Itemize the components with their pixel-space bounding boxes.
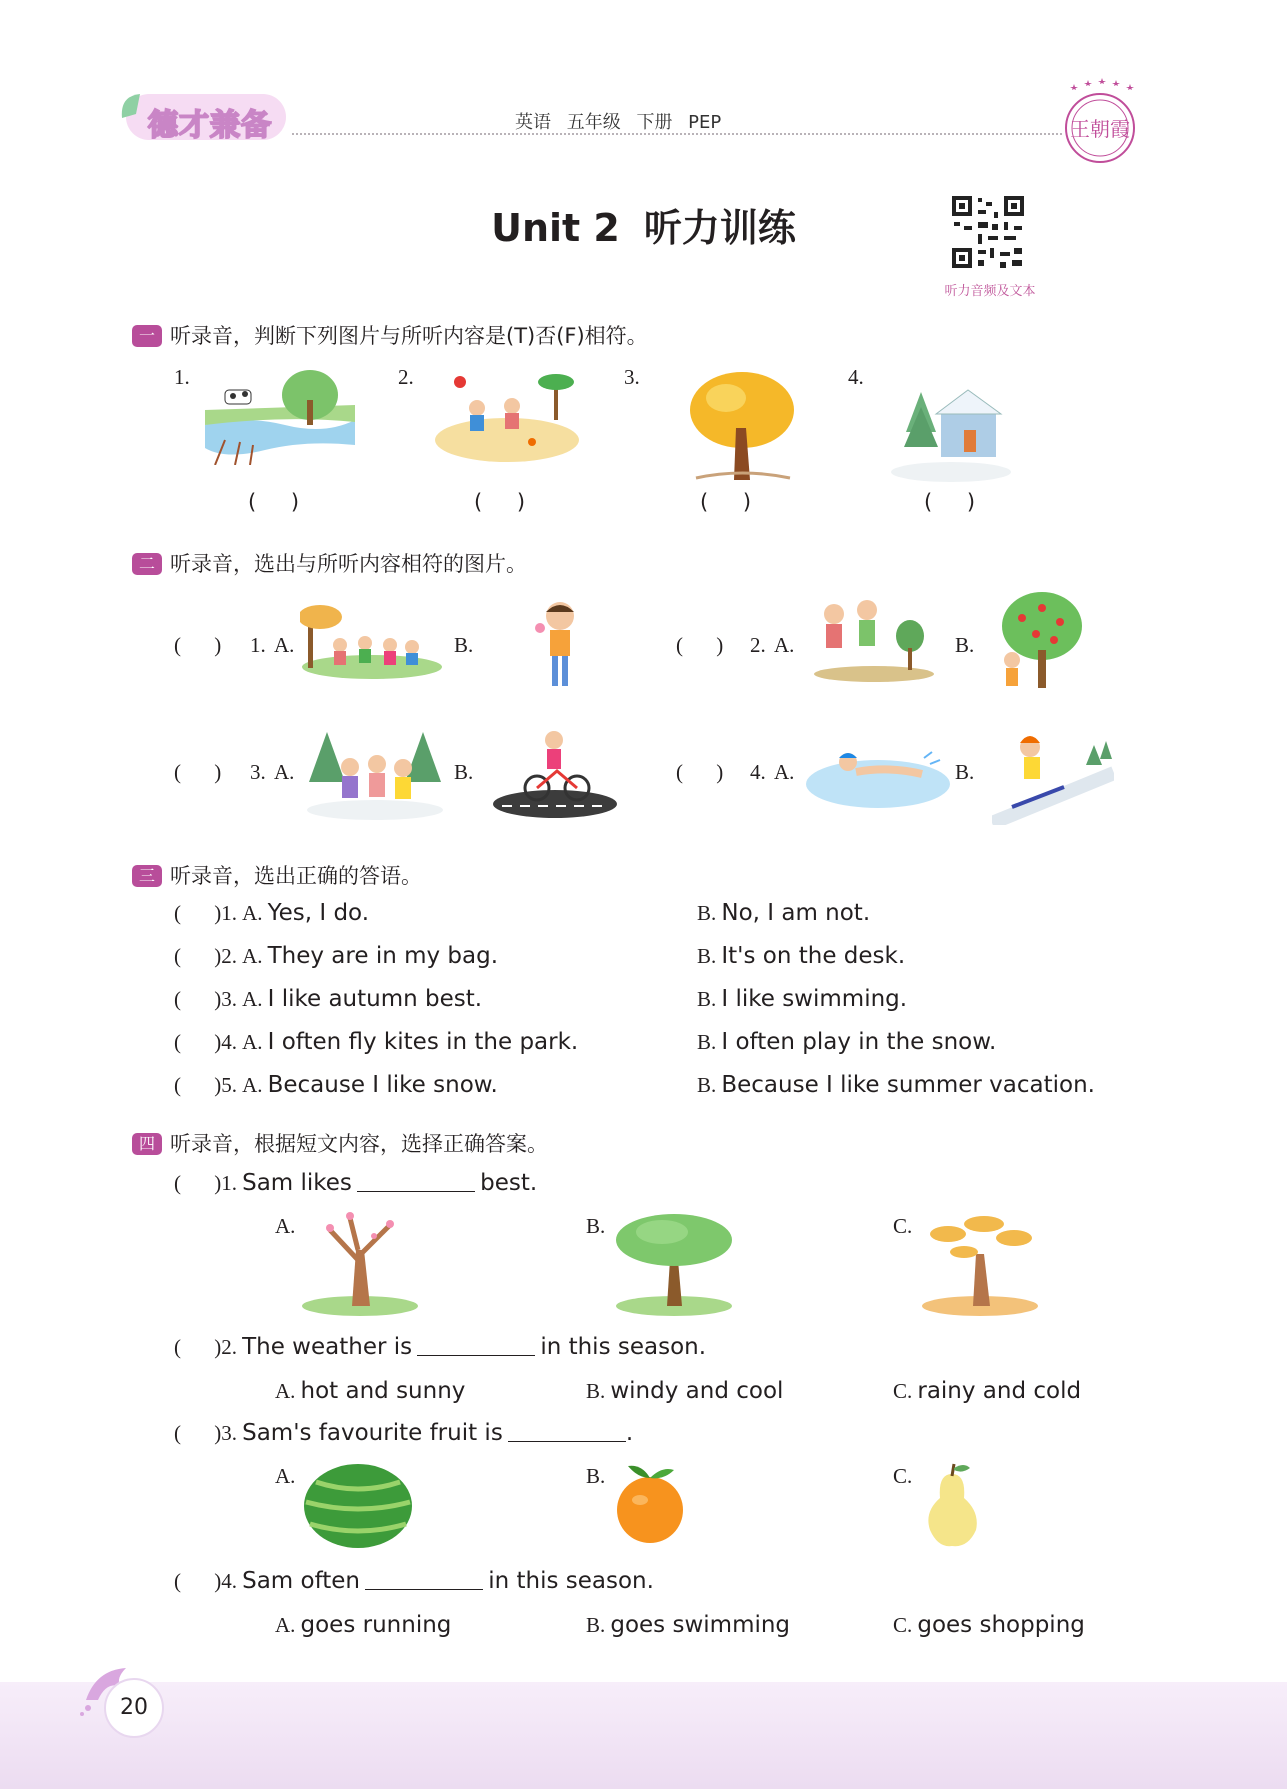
s4-q4-pre: Sam often — [242, 1568, 361, 1594]
skiing-picture — [992, 725, 1114, 825]
s3-q1-a-label: A. — [242, 901, 263, 925]
section-2-badge: 二 — [132, 553, 162, 575]
s3-q4-b-text: I often play in the snow. — [721, 1029, 997, 1055]
s4-q1-post: best. — [480, 1170, 538, 1196]
s4-q2-option-c — [893, 1378, 1081, 1404]
autumn-sparse-tree-picture — [918, 1210, 1040, 1316]
section-3-instruction: 听录音，选出正确的答语。 — [170, 864, 422, 888]
section-4-badge: 四 — [132, 1133, 162, 1155]
s4-q1-num: 1. — [221, 1171, 237, 1195]
s2-item-2-a-label: A. — [774, 633, 795, 657]
s3-q5-a-label: A. — [242, 1073, 263, 1097]
s4-q4-option-a — [275, 1612, 451, 1638]
section-3-header — [132, 860, 422, 890]
s3-question-4 — [174, 1029, 578, 1055]
s4-q4-blank[interactable] — [365, 1569, 483, 1590]
s4-question-3 — [174, 1420, 633, 1446]
s3-q5-b-text: Because I like summer vacation. — [721, 1072, 1095, 1098]
qr-code-icon[interactable] — [948, 192, 1028, 272]
s2-item-1-a-label: A. — [274, 633, 295, 657]
qr-caption: 听力音频及文本 — [944, 284, 1036, 299]
s4-q3-post: . — [625, 1420, 634, 1446]
s4-q2-option-a — [275, 1378, 465, 1404]
pear-picture — [918, 1462, 986, 1548]
summer-tree-picture — [612, 1212, 736, 1316]
s4-q4-num: 4. — [221, 1569, 237, 1593]
section-3-badge: 三 — [132, 865, 162, 887]
s4-q2-a-text: hot and sunny — [300, 1378, 466, 1404]
footer-band — [0, 1682, 1287, 1789]
s4-q2-option-b — [586, 1378, 783, 1404]
s2-item-2-answer-parens[interactable]: ( ) — [676, 633, 724, 657]
s4-q2-b-label: B. — [586, 1379, 606, 1403]
s4-q2-b-text: windy and cool — [610, 1378, 784, 1404]
s2-item-2-b-label: B. — [955, 633, 975, 657]
s3-q3-a-text: I like autumn best. — [267, 986, 483, 1012]
spring-tree-picture — [300, 1210, 420, 1316]
s1-item-2-num: 2. — [398, 365, 414, 389]
s4-q1-pre: Sam likes — [242, 1170, 352, 1196]
s4-q4-option-b — [586, 1612, 790, 1638]
s3-q3-b-text: I like swimming. — [721, 986, 908, 1012]
section-2-instruction: 听录音，选出与所听内容相符的图片。 — [170, 552, 527, 576]
s1-item-1-num: 1. — [174, 365, 190, 389]
s4-q4-a-text: goes running — [300, 1612, 452, 1638]
s4-q1-blank[interactable] — [357, 1171, 475, 1192]
title-name: 听力训练 — [643, 206, 796, 250]
s1-item-3-num: 3. — [624, 365, 640, 389]
s2-item-4-num: 4. — [750, 760, 766, 784]
s4-q3-blank[interactable] — [508, 1421, 626, 1442]
section-4-header — [132, 1128, 548, 1158]
s4-q2-answer-parens[interactable]: ( ) — [174, 1335, 222, 1359]
s3-question-2 — [174, 943, 498, 969]
s3-q4-option-b — [697, 1029, 996, 1055]
s1-item-3-answer-parens[interactable]: ( ) — [700, 490, 752, 514]
snowy-house-picture — [886, 372, 1016, 482]
s3-q3-a-label: A. — [242, 987, 263, 1011]
s3-q1-b-label: B. — [697, 901, 717, 925]
s4-q2-pre: The weather is — [242, 1334, 413, 1360]
section-1-header — [132, 320, 648, 350]
s3-question-5 — [174, 1072, 498, 1098]
s4-q3-b-label: B. — [586, 1464, 606, 1488]
s3-q2-a-label: A. — [242, 944, 263, 968]
s3-question-3 — [174, 986, 482, 1012]
autumn-tree-picture — [686, 368, 798, 483]
s4-q2-c-label: C. — [893, 1379, 913, 1403]
seal-text: 王朝霞 — [1070, 117, 1130, 141]
s1-item-1-answer-parens[interactable]: ( ) — [248, 490, 300, 514]
s3-q4-a-text: I often fly kites in the park. — [267, 1029, 579, 1055]
s2-item-2-num: 2. — [750, 633, 766, 657]
s4-q3-pre: Sam's favourite fruit is — [242, 1420, 503, 1446]
girl-riding-bike-picture — [492, 726, 618, 818]
s3-q1-num: 1. — [221, 901, 237, 925]
s4-q4-a-label: A. — [275, 1613, 296, 1637]
planting-trees-picture — [812, 596, 937, 684]
s3-q5-option-b — [697, 1072, 1095, 1098]
s1-item-4-num: 4. — [848, 365, 864, 389]
s1-item-2-answer-parens[interactable]: ( ) — [474, 490, 526, 514]
swimming-picture — [804, 738, 952, 810]
s4-q3-answer-parens[interactable]: ( ) — [174, 1421, 222, 1445]
s4-question-2 — [174, 1334, 706, 1360]
s3-q4-a-label: A. — [242, 1030, 263, 1054]
s4-q4-answer-parens[interactable]: ( ) — [174, 1569, 222, 1593]
s3-q5-b-label: B. — [697, 1073, 717, 1097]
section-1-badge: 一 — [132, 325, 162, 347]
s4-q2-c-text: rainy and cold — [917, 1378, 1082, 1404]
s4-q4-b-label: B. — [586, 1613, 606, 1637]
s3-q3-option-b — [697, 986, 907, 1012]
teacher-seal-icon — [1062, 78, 1138, 170]
s4-q2-post: in this season. — [540, 1334, 707, 1360]
s3-q5-num: 5. — [221, 1073, 237, 1097]
s4-q4-option-c — [893, 1612, 1085, 1638]
section-4-instruction: 听录音，根据短文内容，选择正确答案。 — [170, 1132, 548, 1156]
s4-q1-a-label: A. — [275, 1214, 296, 1238]
unit-label: Unit 2 — [491, 206, 620, 250]
book-info: 英语 五年级 下册 PEP — [515, 112, 722, 133]
kids-beach-picture — [432, 370, 582, 465]
s2-item-3-num: 3. — [250, 760, 266, 784]
s2-item-3-answer-parens[interactable]: ( ) — [174, 760, 222, 784]
s4-q3-c-label: C. — [893, 1464, 913, 1488]
s4-q3-num: 3. — [221, 1421, 237, 1445]
s3-q4-b-label: B. — [697, 1030, 717, 1054]
s3-q5-a-text: Because I like snow. — [267, 1072, 498, 1098]
s4-q2-a-label: A. — [275, 1379, 296, 1403]
s3-q2-answer-parens[interactable]: ( ) — [174, 944, 222, 968]
s4-question-1 — [174, 1170, 537, 1196]
s4-q4-b-text: goes swimming — [610, 1612, 791, 1638]
river-cow-picture — [205, 370, 355, 465]
section-2-header — [132, 548, 527, 578]
logo-text: 德才兼备 — [148, 108, 272, 143]
apple-tree-picture — [992, 588, 1086, 692]
s3-q4-num: 4. — [221, 1030, 237, 1054]
s2-item-4-b-label: B. — [955, 760, 975, 784]
s3-q5-answer-parens[interactable]: ( ) — [174, 1073, 222, 1097]
s3-q1-answer-parens[interactable]: ( ) — [174, 901, 222, 925]
orange-picture — [612, 1460, 688, 1546]
watermelon-picture — [302, 1462, 414, 1550]
s4-q2-num: 2. — [221, 1335, 237, 1359]
s3-q2-num: 2. — [221, 944, 237, 968]
picnic-family-picture — [300, 605, 445, 680]
s3-q3-answer-parens[interactable]: ( ) — [174, 987, 222, 1011]
s3-question-1 — [174, 900, 369, 926]
s2-item-3-b-label: B. — [454, 760, 474, 784]
s3-q3-b-label: B. — [697, 987, 717, 1011]
s2-item-4-a-label: A. — [774, 760, 795, 784]
page-title — [0, 197, 1287, 252]
s2-item-3-a-label: A. — [274, 760, 295, 784]
s3-q2-b-label: B. — [697, 944, 717, 968]
s4-q4-post: in this season. — [488, 1568, 654, 1594]
s2-item-1-answer-parens[interactable]: ( ) — [174, 633, 222, 657]
s4-q3-a-label: A. — [275, 1464, 296, 1488]
page-number: 20 — [104, 1678, 164, 1738]
s3-q2-option-b — [697, 943, 905, 969]
section-1-instruction: 听录音，判断下列图片与所听内容是(T)否(F)相符。 — [170, 324, 648, 348]
s4-q1-answer-parens[interactable]: ( ) — [174, 1171, 222, 1195]
s4-q4-c-label: C. — [893, 1613, 913, 1637]
s4-question-4 — [174, 1568, 654, 1594]
s2-item-4-answer-parens[interactable]: ( ) — [676, 760, 724, 784]
s4-q1-b-label: B. — [586, 1214, 606, 1238]
s2-item-1-b-label: B. — [454, 633, 474, 657]
s3-q2-a-text: They are in my bag. — [267, 943, 499, 969]
s3-q4-answer-parens[interactable]: ( ) — [174, 1030, 222, 1054]
s1-item-4-answer-parens[interactable]: ( ) — [924, 490, 976, 514]
s3-q1-option-b — [697, 900, 870, 926]
s2-item-1-num: 1. — [250, 633, 266, 657]
girl-with-ice-cream-picture — [530, 598, 590, 690]
snow-play-picture — [305, 722, 445, 822]
s3-q3-num: 3. — [221, 987, 237, 1011]
s3-q1-b-text: No, I am not. — [721, 900, 871, 926]
s3-q2-b-text: It's on the desk. — [721, 943, 906, 969]
s4-q1-c-label: C. — [893, 1214, 913, 1238]
s3-q1-a-text: Yes, I do. — [267, 900, 370, 926]
s4-q4-c-text: goes shopping — [917, 1612, 1085, 1638]
s4-q2-blank[interactable] — [417, 1335, 535, 1356]
